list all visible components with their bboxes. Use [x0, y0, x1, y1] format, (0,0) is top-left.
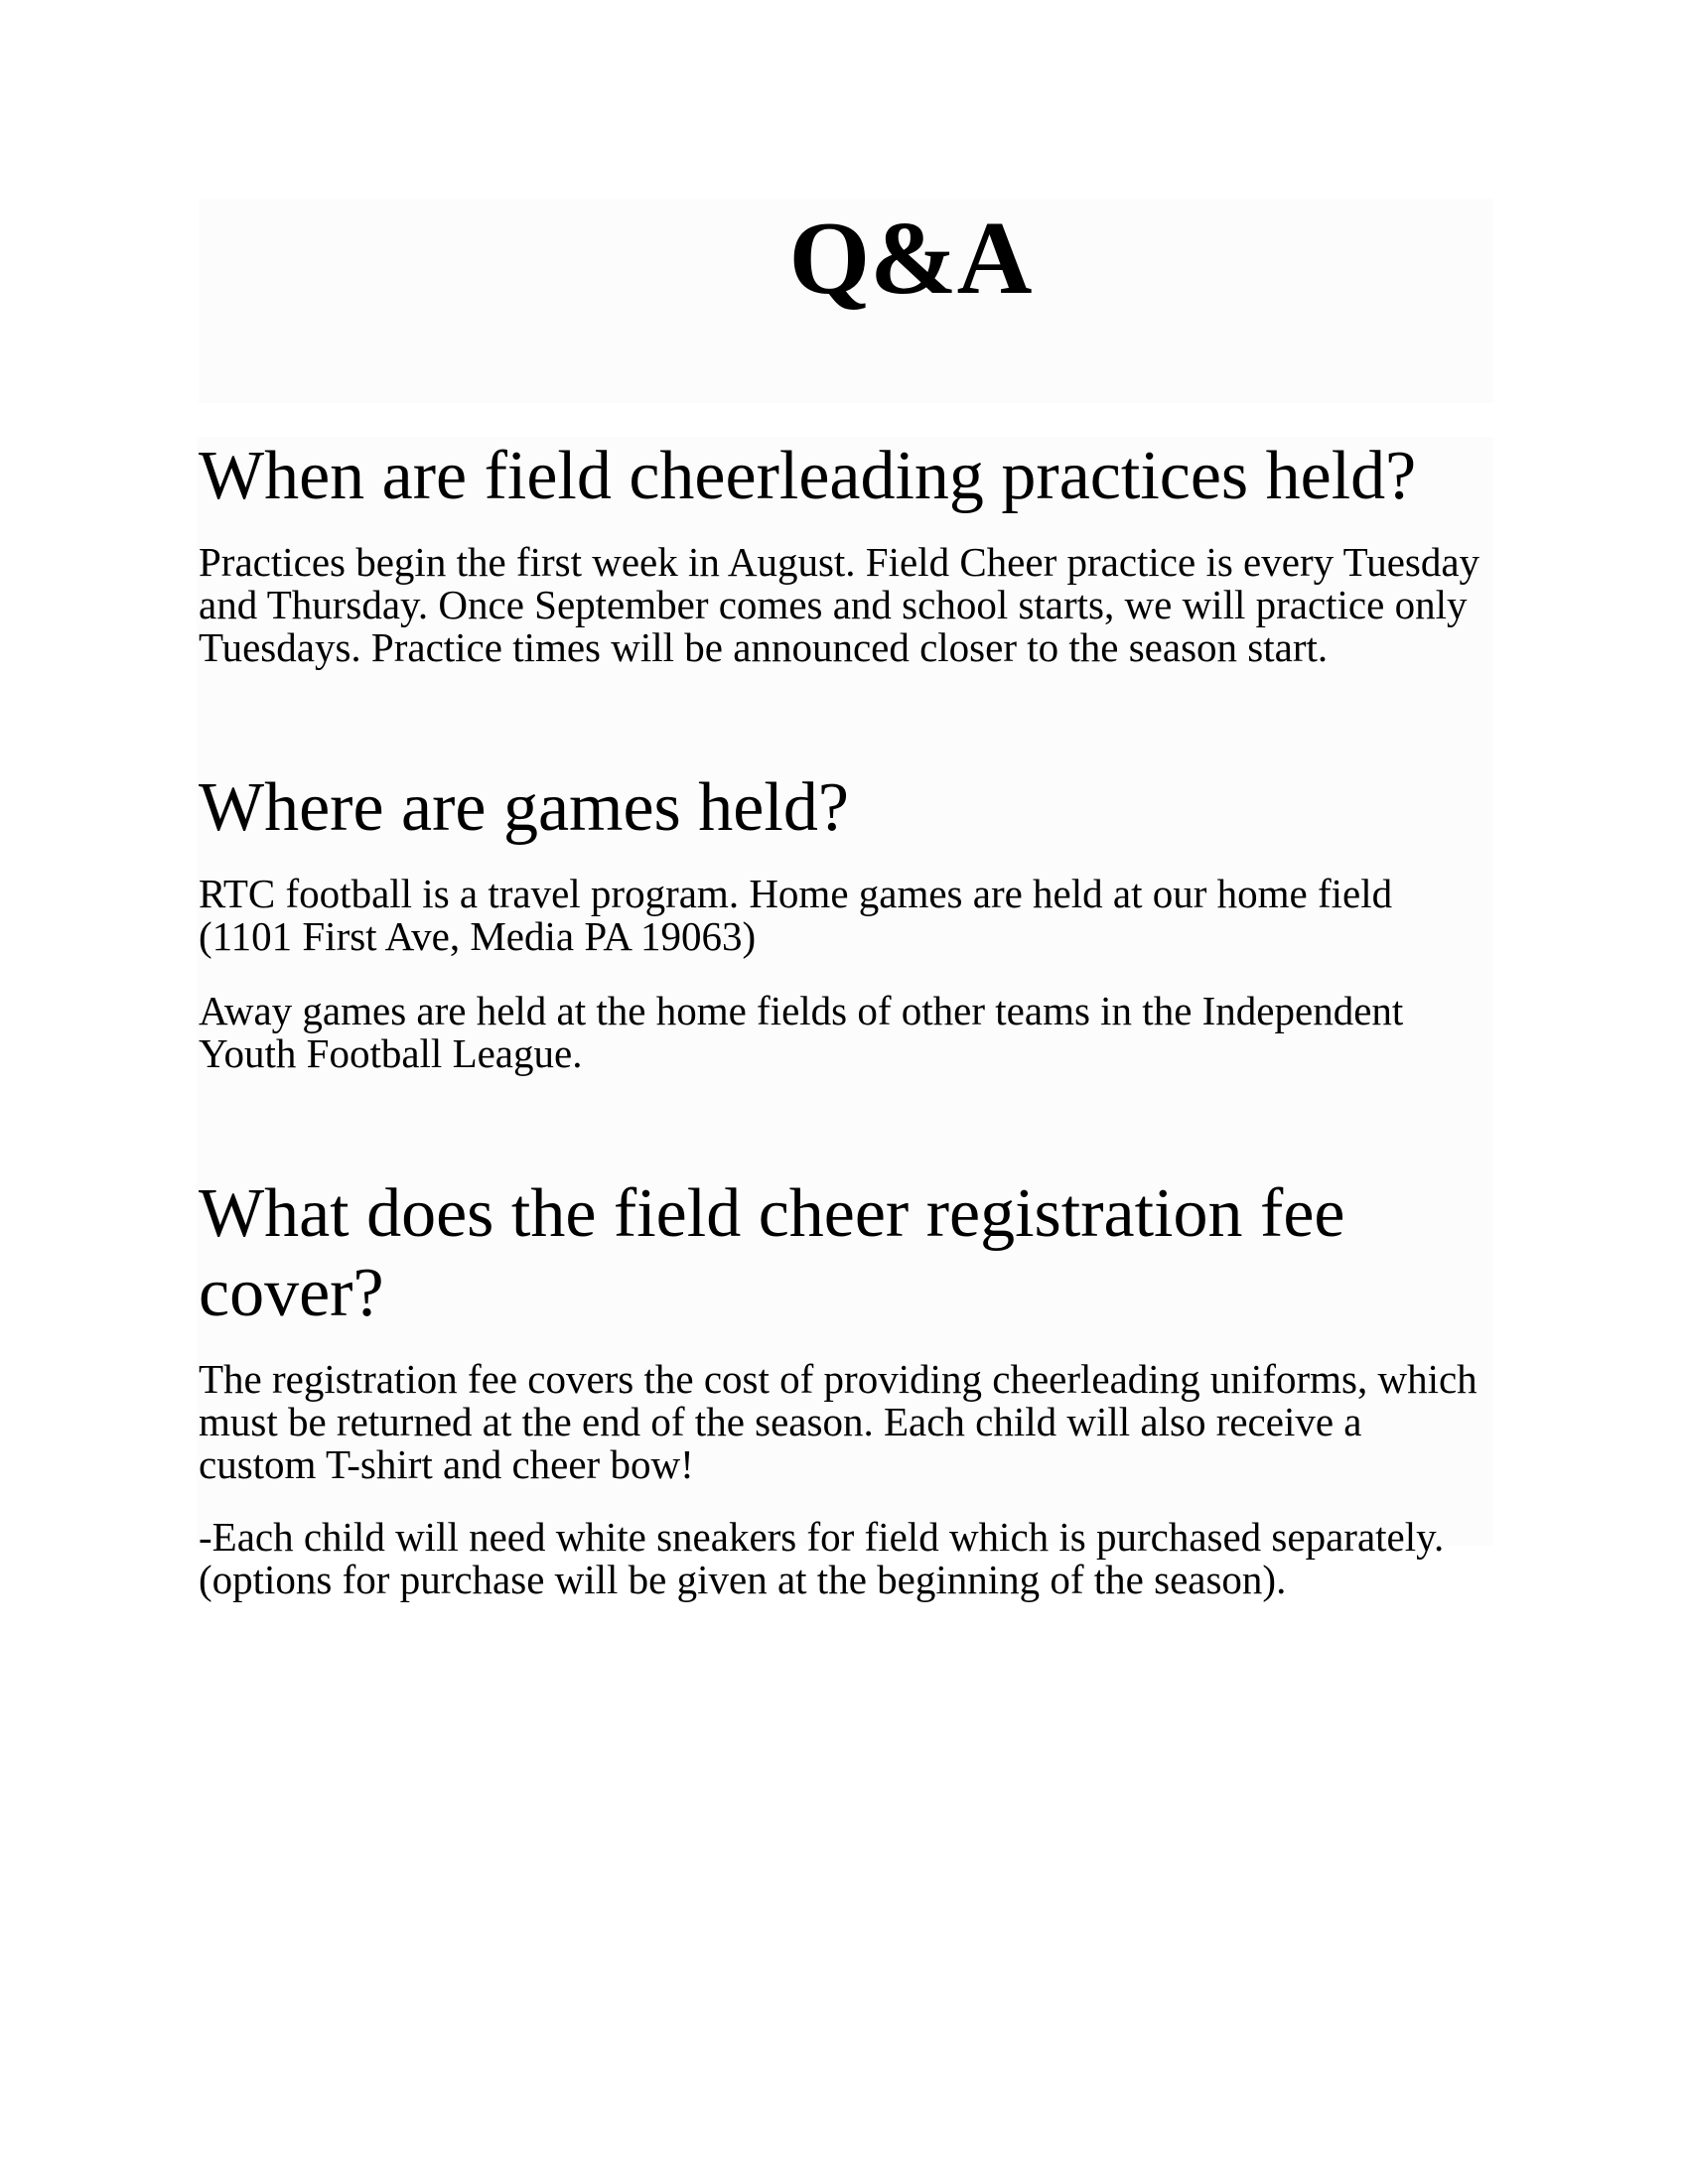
page-title: Q&A	[788, 200, 1033, 316]
title-banner	[199, 199, 1493, 403]
answer-paragraph: Away games are held at the home fields of other teams in the Independent Youth Football League.	[199, 988, 1413, 1076]
qa-section-games	[197, 768, 1493, 1075]
answer-paragraph: The registration fee covers the cost of providing cheerleading uniforms, which must be returned at the end of the season. Each child will also receive a custom T-shirt and cheer bow!	[199, 1356, 1487, 1487]
qa-section-registration-fee	[197, 1174, 1493, 1601]
answer-paragraph: RTC football is a travel program. Home games are held at our home field (1101 First Ave, Media PA 19063)	[199, 871, 1403, 959]
answer-paragraph: Practices begin the first week in August. Field Cheer practice is every Tuesday and Thursday. Once September comes and school starts, we will practice only Tuesdays. Practice times will be announced closer to the season start.	[199, 539, 1490, 670]
answer-paragraph: -Each child will need white sneakers for field which is purchased separately. (options for purchase will be given at the beginning of the season).	[199, 1514, 1455, 1602]
qa-content-panel	[197, 437, 1493, 1602]
question-heading-games: Where are games held?	[199, 769, 849, 846]
question-heading-practices: When are field cheerleading practices held?	[199, 438, 1417, 514]
qa-section-practices	[197, 437, 1493, 669]
question-heading-registration-fee: What does the field cheer registration fee cover?	[199, 1175, 1345, 1331]
